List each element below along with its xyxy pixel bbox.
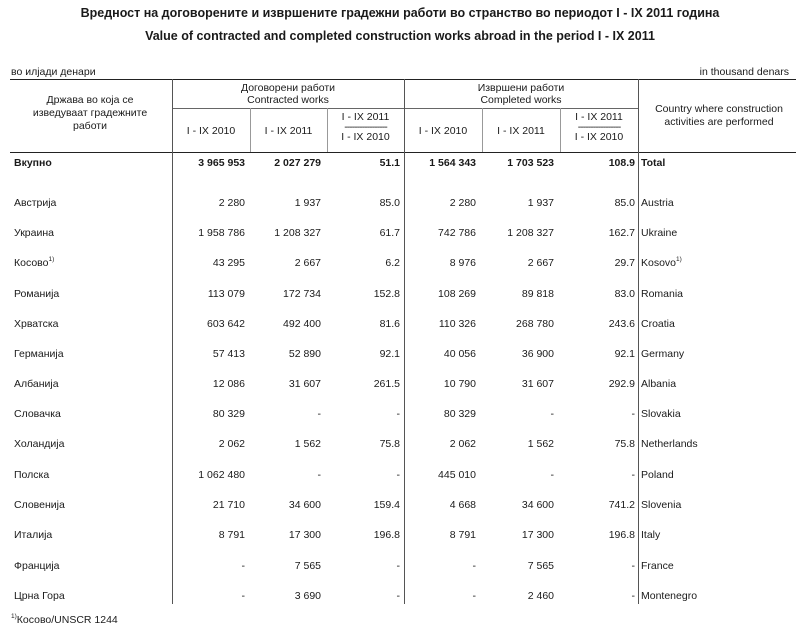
contracted-2011-value: 52 890 (288, 348, 321, 360)
index-denominator: I - IX 2010 (574, 131, 624, 143)
header-group-rule (172, 108, 638, 109)
completed-index-value: 85.0 (614, 197, 635, 209)
country-name-mk: Италија (14, 529, 53, 541)
completed-header-macedonian: Извршени работи (477, 82, 565, 94)
completed-2010-value: 2 280 (449, 197, 476, 209)
country-name-mk: Словачка (14, 408, 61, 420)
contracted-index-value: - (396, 408, 400, 420)
contracted-2010-value: 2 280 (218, 197, 245, 209)
completed-2010-value: 8 976 (449, 257, 476, 269)
index-denominator: I - IX 2010 (341, 131, 390, 143)
contracted-2011-value: - (317, 469, 321, 481)
completed-2011-value: 2 460 (527, 590, 554, 602)
country-name-mk: Германија (14, 348, 64, 360)
contracted-header-macedonian: Договорени работи (240, 82, 336, 94)
completed-2010-value: 4 668 (449, 499, 476, 511)
contracted-2010-value: 603 642 (207, 318, 245, 330)
completed-2010-value: - (472, 590, 476, 602)
country-name-mk: Хрватска (14, 318, 59, 330)
country-header-english: Country where construction activities are performed (655, 103, 783, 128)
completed-2011-value: 268 780 (516, 318, 554, 330)
completed-index-value: - (631, 408, 635, 420)
completed-index-value: - (631, 469, 635, 481)
country-name-mk: Романија (14, 288, 60, 300)
contracted-2010-value: 12 086 (212, 378, 245, 390)
contracted-index-value: 152.8 (373, 288, 400, 300)
contracted-2010-value: 8 791 (218, 529, 245, 541)
country-name-mk: Словенија (14, 499, 65, 511)
completed-2011-value: 2 667 (527, 257, 554, 269)
country-name-en: Italy (641, 529, 661, 541)
country-name-en: Montenegro (641, 590, 698, 602)
footnote-marker: 1) (48, 256, 55, 263)
contracted-2010-value: 2 062 (218, 438, 245, 450)
completed-index-value: 83.0 (614, 288, 635, 300)
country-name-en: Croatia (641, 318, 675, 330)
unit-label-english: in thousand denars (699, 66, 789, 78)
completed-index-header (560, 111, 638, 144)
completed-2011-value: 1 937 (527, 197, 554, 209)
country-name-en: France (641, 560, 674, 572)
country-name-en: Total (641, 157, 666, 169)
completed-2011-value: 7 565 (527, 560, 554, 572)
completed-index-value: 292.9 (608, 378, 635, 390)
completed-2011-header: I - IX 2011 (497, 125, 545, 137)
country-name-en: Albania (641, 378, 677, 390)
contracted-2011-value: 172 734 (283, 288, 321, 300)
country-name-en: Germany (641, 348, 685, 360)
contracted-2011-value: 7 565 (294, 560, 321, 572)
contracted-2010-value: 113 079 (207, 288, 245, 300)
title-macedonian: Вредност на договорените и извршените градежни работи во странство во периодот I - IX 2011 година (80, 6, 720, 20)
contracted-2010-value: 57 413 (212, 348, 245, 360)
column-divider (404, 79, 405, 604)
completed-2010-value: - (472, 560, 476, 572)
contracted-2011-value: 31 607 (288, 378, 321, 390)
completed-2010-value: 40 056 (443, 348, 476, 360)
index-fraction-line: ----------------- (344, 121, 387, 133)
country-name-mk: Холандија (14, 438, 65, 450)
contracted-index-value: - (396, 560, 400, 572)
contracted-index-value: 159.4 (373, 499, 400, 511)
country-name-en: Netherlands (641, 438, 698, 450)
header-bottom-rule (10, 152, 796, 153)
contracted-2010-value: 1 958 786 (198, 227, 245, 239)
completed-header-english: Completed works (480, 94, 562, 106)
completed-index-value: 243.6 (608, 318, 635, 330)
contracted-2011-value: 492 400 (283, 318, 321, 330)
completed-index-value: - (631, 560, 635, 572)
contracted-2010-value: 21 710 (212, 499, 245, 511)
contracted-2011-value: 17 300 (288, 529, 321, 541)
contracted-index-value: 85.0 (379, 197, 400, 209)
contracted-2011-value: 2 027 279 (274, 157, 321, 169)
completed-2011-value: 17 300 (521, 529, 554, 541)
contracted-2010-value: 3 965 953 (198, 157, 245, 169)
completed-index-value: 196.8 (608, 529, 635, 541)
country-name-mk: Црна Гора (14, 590, 65, 602)
contracted-index-value: 75.8 (379, 438, 400, 450)
country-name-en: Ukraine (641, 227, 678, 239)
index-fraction-line: ----------------- (577, 121, 621, 133)
country-name-en: Austria (641, 197, 674, 209)
country-name-en: Poland (641, 469, 674, 481)
contracted-2010-value: 80 329 (212, 408, 245, 420)
completed-2011-value: 31 607 (521, 378, 554, 390)
index-numerator: I - IX 2011 (341, 111, 390, 123)
footnote-marker: 1) (11, 613, 17, 620)
completed-2011-value: - (550, 408, 554, 420)
completed-index-value: 29.7 (614, 257, 635, 269)
completed-index-value: 741.2 (608, 499, 635, 511)
completed-index-value: - (631, 590, 635, 602)
contracted-2010-value: - (241, 560, 245, 572)
contracted-2011-header: I - IX 2011 (264, 125, 313, 137)
contracted-2011-value: 2 667 (294, 257, 321, 269)
contracted-index-value: 51.1 (379, 157, 400, 169)
completed-index-value: 75.8 (614, 438, 635, 450)
column-divider (172, 79, 173, 604)
completed-2010-value: 445 010 (438, 469, 476, 481)
completed-index-value: 162.7 (608, 227, 635, 239)
contracted-index-header (327, 111, 404, 144)
completed-2010-value: 8 791 (449, 529, 476, 541)
contracted-2010-value: 1 062 480 (198, 469, 245, 481)
country-header-macedonian: Држава во која се изведуваат градежните работи (32, 94, 148, 132)
contracted-2011-value: - (317, 408, 321, 420)
completed-2010-header: I - IX 2010 (418, 125, 468, 137)
index-numerator: I - IX 2011 (575, 111, 623, 123)
contracted-index-value: 196.8 (373, 529, 400, 541)
contracted-header-english: Contracted works (247, 94, 329, 106)
contracted-index-value: 92.1 (379, 348, 400, 360)
contracted-index-value: - (396, 469, 400, 481)
completed-2010-value: 80 329 (443, 408, 476, 420)
completed-2011-value: 89 818 (521, 288, 554, 300)
contracted-2010-header: I - IX 2010 (186, 125, 236, 137)
completed-2011-value: 1 208 327 (507, 227, 554, 239)
completed-2010-value: 2 062 (449, 438, 476, 450)
contracted-2011-value: 34 600 (288, 499, 321, 511)
contracted-index-value: - (396, 590, 400, 602)
footnote (11, 614, 118, 626)
country-name-mk: Украина (14, 227, 54, 239)
country-name-mk: Косово$^{1)}$ (14, 256, 55, 269)
country-name-en: Slovakia (641, 408, 681, 420)
completed-2011-value: 34 600 (521, 499, 554, 511)
country-name-en: Romania (641, 288, 684, 300)
completed-2010-value: 108 269 (438, 288, 476, 300)
completed-2011-value: 1 562 (527, 438, 554, 450)
contracted-index-value: 61.7 (379, 227, 400, 239)
completed-2010-value: 110 326 (438, 318, 476, 330)
completed-index-value: 92.1 (614, 348, 635, 360)
contracted-2011-value: 1 937 (294, 197, 321, 209)
completed-2011-value: 1 703 523 (507, 157, 554, 169)
completed-2010-value: 1 564 343 (429, 157, 476, 169)
contracted-index-value: 6.2 (385, 257, 400, 269)
contracted-2010-value: - (241, 590, 245, 602)
column-divider (638, 79, 639, 604)
contracted-index-value: 81.6 (379, 318, 400, 330)
contracted-index-value: 261.5 (373, 378, 400, 390)
table-top-rule (10, 79, 796, 80)
footnote-marker: 1) (676, 256, 682, 263)
country-name-en: Slovenia (641, 499, 682, 511)
completed-2011-value: 36 900 (521, 348, 554, 360)
contracted-2010-value: 43 295 (212, 257, 245, 269)
country-name-mk: Вкупно (14, 157, 52, 169)
contracted-2011-value: 1 208 327 (274, 227, 321, 239)
country-name-mk: Полска (14, 469, 50, 481)
country-name-mk: Австрија (14, 197, 57, 209)
title-english: Value of contracted and completed construction works abroad in the period I - IX 2011 (145, 29, 655, 43)
unit-label-macedonian: во илјади денари (11, 66, 96, 78)
completed-2010-value: 742 786 (438, 227, 476, 239)
country-name-mk: Албанија (14, 378, 59, 390)
completed-index-value: 108.9 (608, 157, 635, 169)
country-name-en: Kosovo$^{1)}$ (641, 256, 682, 269)
country-name-mk: Франција (14, 560, 60, 572)
footnote-text: Косово/UNSCR 1244 (16, 614, 118, 626)
contracted-2011-value: 3 690 (294, 590, 321, 602)
completed-2011-value: - (550, 469, 554, 481)
contracted-2011-value: 1 562 (294, 438, 321, 450)
completed-2010-value: 10 790 (443, 378, 476, 390)
